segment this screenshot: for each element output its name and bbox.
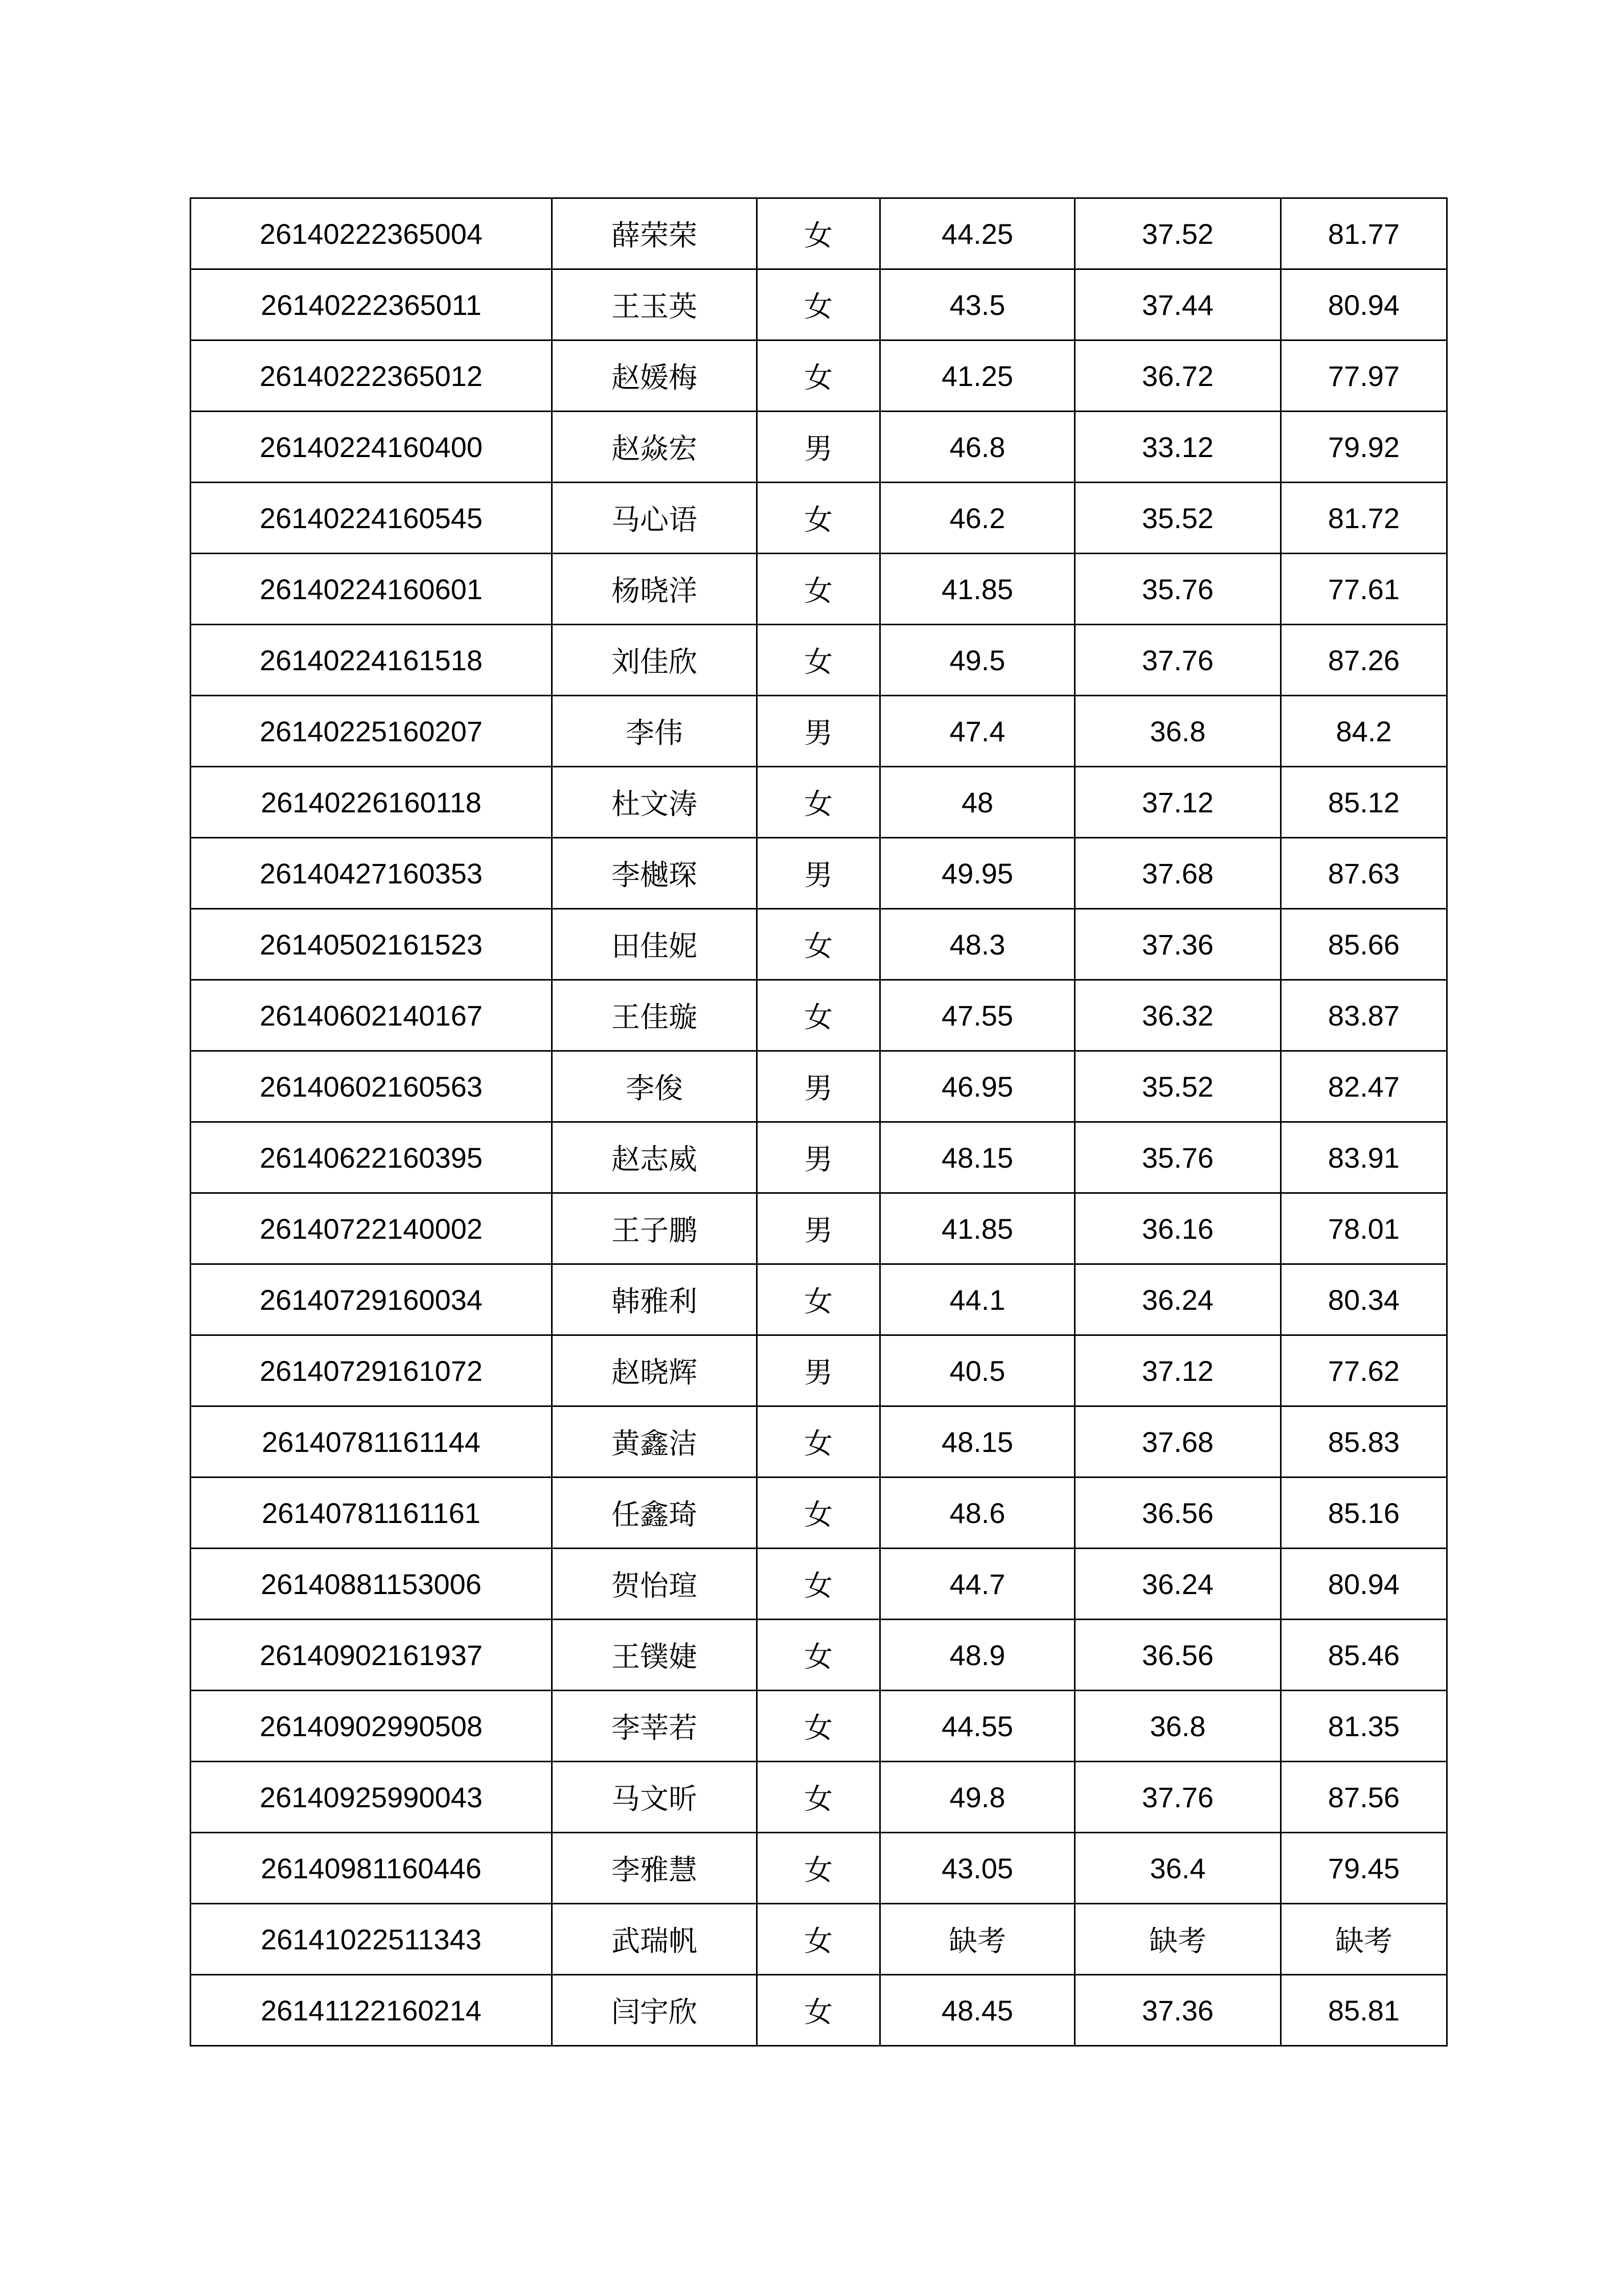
total-score-cell: 87.63 [1281, 838, 1447, 909]
table-row [191, 1762, 1447, 1833]
name-cell: 李雅慧 [552, 1833, 757, 1904]
score2-cell: 35.76 [1075, 554, 1281, 625]
name-cell: 任鑫琦 [552, 1477, 757, 1549]
name-cell: 赵媛梅 [552, 340, 757, 412]
gender-cell: 女 [757, 625, 880, 696]
gender-cell: 女 [757, 554, 880, 625]
candidate-id-cell: 26141022511343 [191, 1904, 552, 1975]
candidate-id-cell: 26140881153006 [191, 1549, 552, 1620]
total-score-cell: 81.72 [1281, 483, 1447, 554]
score1-cell: 44.55 [880, 1691, 1075, 1762]
total-score-cell: 77.61 [1281, 554, 1447, 625]
gender-cell: 女 [757, 1264, 880, 1335]
total-score-cell: 85.12 [1281, 767, 1447, 838]
score2-cell: 36.24 [1075, 1549, 1281, 1620]
gender-cell: 男 [757, 1122, 880, 1193]
total-score-cell: 85.83 [1281, 1406, 1447, 1477]
table-row [191, 340, 1447, 412]
total-score-cell: 83.91 [1281, 1122, 1447, 1193]
candidate-id-cell: 26140781161161 [191, 1477, 552, 1549]
candidate-id-cell: 26140622160395 [191, 1122, 552, 1193]
name-cell: 李莘若 [552, 1691, 757, 1762]
table-row [191, 909, 1447, 980]
total-score-cell: 79.92 [1281, 412, 1447, 483]
name-cell: 马文昕 [552, 1762, 757, 1833]
score1-cell: 46.95 [880, 1051, 1075, 1122]
table-row [191, 1833, 1447, 1904]
gender-cell: 女 [757, 269, 880, 340]
name-cell: 赵晓辉 [552, 1335, 757, 1406]
score1-cell: 49.8 [880, 1762, 1075, 1833]
score1-cell: 48.15 [880, 1406, 1075, 1477]
total-score-cell: 83.87 [1281, 980, 1447, 1051]
gender-cell: 女 [757, 980, 880, 1051]
name-cell: 田佳妮 [552, 909, 757, 980]
candidate-id-cell: 26140224160545 [191, 483, 552, 554]
score2-cell: 36.24 [1075, 1264, 1281, 1335]
score2-cell: 缺考 [1075, 1904, 1281, 1975]
total-score-cell: 87.26 [1281, 625, 1447, 696]
total-score-cell: 84.2 [1281, 696, 1447, 767]
candidate-id-cell: 26140502161523 [191, 909, 552, 980]
name-cell: 赵焱宏 [552, 412, 757, 483]
score1-cell: 46.8 [880, 412, 1075, 483]
gender-cell: 男 [757, 1335, 880, 1406]
score2-cell: 36.4 [1075, 1833, 1281, 1904]
score2-cell: 36.32 [1075, 980, 1281, 1051]
table-row [191, 1549, 1447, 1620]
name-cell: 杨晓洋 [552, 554, 757, 625]
table-row [191, 1122, 1447, 1193]
name-cell: 王玉英 [552, 269, 757, 340]
score2-cell: 35.76 [1075, 1122, 1281, 1193]
candidate-id-cell: 26140224160601 [191, 554, 552, 625]
score1-cell: 43.05 [880, 1833, 1075, 1904]
score2-cell: 36.56 [1075, 1620, 1281, 1691]
candidate-id-cell: 26140722140002 [191, 1193, 552, 1264]
name-cell: 黄鑫洁 [552, 1406, 757, 1477]
score1-cell: 48.3 [880, 909, 1075, 980]
score2-cell: 35.52 [1075, 483, 1281, 554]
gender-cell: 男 [757, 412, 880, 483]
total-score-cell: 78.01 [1281, 1193, 1447, 1264]
score1-cell: 47.55 [880, 980, 1075, 1051]
name-cell: 李俊 [552, 1051, 757, 1122]
candidate-id-cell: 26140427160353 [191, 838, 552, 909]
total-score-cell: 80.94 [1281, 1549, 1447, 1620]
score2-cell: 37.68 [1075, 838, 1281, 909]
total-score-cell: 77.97 [1281, 340, 1447, 412]
total-score-cell: 87.56 [1281, 1762, 1447, 1833]
gender-cell: 女 [757, 1406, 880, 1477]
name-cell: 武瑞帆 [552, 1904, 757, 1975]
name-cell: 杜文涛 [552, 767, 757, 838]
candidate-id-cell: 26140902990508 [191, 1691, 552, 1762]
candidate-id-cell: 26140222365004 [191, 198, 552, 269]
name-cell: 王子鹏 [552, 1193, 757, 1264]
score2-cell: 35.52 [1075, 1051, 1281, 1122]
score2-cell: 36.8 [1075, 696, 1281, 767]
gender-cell: 女 [757, 1904, 880, 1975]
candidate-id-cell: 26140225160207 [191, 696, 552, 767]
score2-cell: 36.8 [1075, 1691, 1281, 1762]
score2-cell: 37.76 [1075, 1762, 1281, 1833]
candidate-id-cell: 26140981160446 [191, 1833, 552, 1904]
total-score-cell: 85.46 [1281, 1620, 1447, 1691]
score2-cell: 36.72 [1075, 340, 1281, 412]
candidate-id-cell: 26140781161144 [191, 1406, 552, 1477]
total-score-cell: 缺考 [1281, 1904, 1447, 1975]
gender-cell: 女 [757, 1549, 880, 1620]
name-cell: 李樾琛 [552, 838, 757, 909]
candidate-id-cell: 26140226160118 [191, 767, 552, 838]
gender-cell: 男 [757, 696, 880, 767]
score2-cell: 36.16 [1075, 1193, 1281, 1264]
score2-cell: 37.36 [1075, 1975, 1281, 2046]
score2-cell: 37.52 [1075, 198, 1281, 269]
name-cell: 王镤婕 [552, 1620, 757, 1691]
candidate-id-cell: 26140729160034 [191, 1264, 552, 1335]
gender-cell: 女 [757, 483, 880, 554]
score1-cell: 44.7 [880, 1549, 1075, 1620]
name-cell: 贺怡瑄 [552, 1549, 757, 1620]
total-score-cell: 82.47 [1281, 1051, 1447, 1122]
name-cell: 王佳璇 [552, 980, 757, 1051]
total-score-cell: 85.66 [1281, 909, 1447, 980]
gender-cell: 女 [757, 1477, 880, 1549]
score1-cell: 41.85 [880, 554, 1075, 625]
gender-cell: 女 [757, 767, 880, 838]
score2-cell: 36.56 [1075, 1477, 1281, 1549]
candidate-id-cell: 26140224160400 [191, 412, 552, 483]
candidate-id-cell: 26140602140167 [191, 980, 552, 1051]
table-row [191, 1264, 1447, 1335]
gender-cell: 女 [757, 340, 880, 412]
table-row [191, 1477, 1447, 1549]
table-row [191, 1620, 1447, 1691]
table-row [191, 767, 1447, 838]
gender-cell: 女 [757, 198, 880, 269]
score1-cell: 缺考 [880, 1904, 1075, 1975]
candidate-id-cell: 26140222365011 [191, 269, 552, 340]
gender-cell: 女 [757, 1762, 880, 1833]
score2-cell: 37.36 [1075, 909, 1281, 980]
score1-cell: 41.85 [880, 1193, 1075, 1264]
score-table [190, 197, 1448, 2047]
table-row [191, 1691, 1447, 1762]
gender-cell: 男 [757, 1193, 880, 1264]
total-score-cell: 80.94 [1281, 269, 1447, 340]
candidate-id-cell: 26140729161072 [191, 1335, 552, 1406]
candidate-id-cell: 26140224161518 [191, 625, 552, 696]
score2-cell: 37.68 [1075, 1406, 1281, 1477]
name-cell: 李伟 [552, 696, 757, 767]
score1-cell: 40.5 [880, 1335, 1075, 1406]
gender-cell: 女 [757, 1833, 880, 1904]
name-cell: 薛荣荣 [552, 198, 757, 269]
score1-cell: 47.4 [880, 696, 1075, 767]
score1-cell: 46.2 [880, 483, 1075, 554]
gender-cell: 男 [757, 838, 880, 909]
table-row [191, 838, 1447, 909]
score2-cell: 33.12 [1075, 412, 1281, 483]
candidate-id-cell: 26140602160563 [191, 1051, 552, 1122]
score1-cell: 48 [880, 767, 1075, 838]
score-table-body [191, 198, 1447, 2046]
score1-cell: 48.6 [880, 1477, 1075, 1549]
table-row [191, 412, 1447, 483]
name-cell: 韩雅利 [552, 1264, 757, 1335]
gender-cell: 女 [757, 1620, 880, 1691]
table-row [191, 1051, 1447, 1122]
total-score-cell: 85.16 [1281, 1477, 1447, 1549]
score1-cell: 41.25 [880, 340, 1075, 412]
score1-cell: 44.1 [880, 1264, 1075, 1335]
table-row [191, 554, 1447, 625]
score1-cell: 48.45 [880, 1975, 1075, 2046]
table-row [191, 1975, 1447, 2046]
table-row [191, 696, 1447, 767]
total-score-cell: 80.34 [1281, 1264, 1447, 1335]
score1-cell: 49.95 [880, 838, 1075, 909]
name-cell: 闫宇欣 [552, 1975, 757, 2046]
table-row [191, 980, 1447, 1051]
gender-cell: 女 [757, 1691, 880, 1762]
gender-cell: 男 [757, 1051, 880, 1122]
total-score-cell: 81.35 [1281, 1691, 1447, 1762]
table-row [191, 269, 1447, 340]
gender-cell: 女 [757, 1975, 880, 2046]
candidate-id-cell: 26140925990043 [191, 1762, 552, 1833]
score1-cell: 44.25 [880, 198, 1075, 269]
table-row [191, 198, 1447, 269]
score1-cell: 49.5 [880, 625, 1075, 696]
total-score-cell: 77.62 [1281, 1335, 1447, 1406]
table-row [191, 1904, 1447, 1975]
table-row [191, 1193, 1447, 1264]
gender-cell: 女 [757, 909, 880, 980]
score2-cell: 37.76 [1075, 625, 1281, 696]
score2-cell: 37.12 [1075, 767, 1281, 838]
table-row [191, 1335, 1447, 1406]
total-score-cell: 81.77 [1281, 198, 1447, 269]
table-row [191, 625, 1447, 696]
name-cell: 刘佳欣 [552, 625, 757, 696]
candidate-id-cell: 26141122160214 [191, 1975, 552, 2046]
candidate-id-cell: 26140222365012 [191, 340, 552, 412]
table-row [191, 1406, 1447, 1477]
total-score-cell: 79.45 [1281, 1833, 1447, 1904]
name-cell: 马心语 [552, 483, 757, 554]
score2-cell: 37.12 [1075, 1335, 1281, 1406]
score1-cell: 48.15 [880, 1122, 1075, 1193]
score2-cell: 37.44 [1075, 269, 1281, 340]
score1-cell: 48.9 [880, 1620, 1075, 1691]
name-cell: 赵志威 [552, 1122, 757, 1193]
score1-cell: 43.5 [880, 269, 1075, 340]
table-row [191, 483, 1447, 554]
candidate-id-cell: 26140902161937 [191, 1620, 552, 1691]
total-score-cell: 85.81 [1281, 1975, 1447, 2046]
